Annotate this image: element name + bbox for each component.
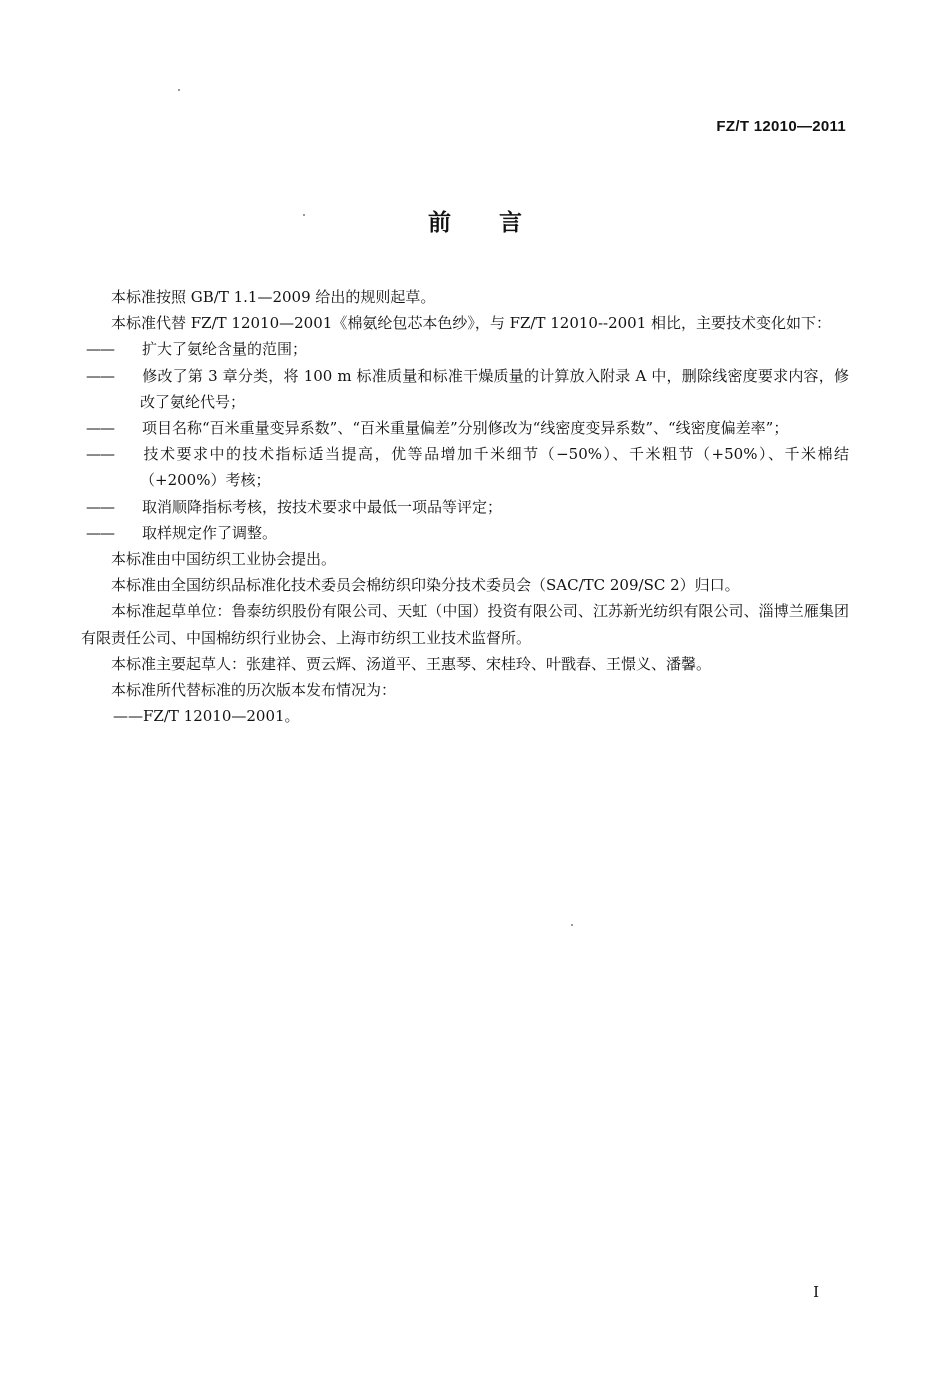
list-item — [81, 363, 849, 415]
history-item — [81, 703, 849, 729]
paragraph-history-intro: 本标准所代替标准的历次版本发布情况为： — [111, 681, 397, 700]
list-item — [81, 441, 849, 493]
list-item-text: 扩大了氨纶含量的范围； — [142, 340, 308, 359]
list-item-text: 技术要求中的技术指标适当提高，优等品增加千米细节（−50%）、千米粗节（+50%）、千米棉结（+200%）考核； — [140, 445, 849, 490]
paragraph-replacement: 本标准代替 FZ/T 12010—2001《棉氨纶包芯本色纱》，与 FZ/T 12010--2001 相比，主要技术变化如下： — [111, 314, 832, 333]
paragraph-drafting-rule: 本标准按照 GB/T 1.1—2009 给出的规则起草。 — [111, 288, 436, 306]
page-title: 前言 — [428, 210, 570, 236]
list-item-text: 修改了第 3 章分类，将 100 m 标准质量和标准干燥质量的计算放入附录 A 中，删除线密度要求内容，修改了氨纶代号； — [140, 366, 849, 411]
dash-mark: —— — [86, 497, 114, 516]
dash-mark: —— — [86, 523, 114, 542]
document-body — [81, 284, 849, 729]
dash-mark: —— — [86, 419, 114, 438]
list-item — [81, 494, 849, 520]
dash-mark: —— — [86, 340, 114, 359]
paragraph-committee: 本标准由全国纺织品标准化技术委员会棉纺织印染分技术委员会（SAC/TC 209/SC 2）归口。 — [111, 576, 740, 595]
paragraph-drafters: 本标准主要起草人：张建祥、贾云辉、汤道平、王惠琴、宋桂玲、叶戬春、王憬义、潘馨。 — [111, 654, 712, 673]
dash-mark: —— — [113, 707, 143, 726]
paragraph-proposer: 本标准由中国纺织工业协会提出。 — [111, 550, 337, 569]
list-item-text: 取样规定作了调整。 — [142, 523, 278, 542]
list-item — [81, 520, 849, 546]
scan-speck — [571, 924, 573, 926]
paragraph-drafting-units: 本标准起草单位：鲁泰纺织股份有限公司、天虹（中国）投资有限公司、江苏新光纺织有限公司、淄博兰雁集团有限责任公司、中国棉纺织行业协会、上海市纺织工业技术监督所。 — [81, 602, 849, 647]
list-item-text: 项目名称“百米重量变异系数”、“百米重量偏差”分别修改为“线密度变异系数”、“线密度偏差率”； — [142, 419, 789, 438]
list-item — [81, 336, 849, 362]
list-item-text: 取消顺降指标考核，按技术要求中最低一项品等评定； — [142, 497, 503, 516]
standard-code: FZ/T 12010—2011 — [716, 118, 846, 135]
page-number: I — [813, 1283, 819, 1301]
dash-mark: —— — [86, 366, 114, 385]
scan-speck — [178, 89, 180, 91]
history-item-text: FZ/T 12010—2001。 — [143, 707, 300, 726]
list-item — [81, 415, 849, 441]
dash-mark: —— — [86, 445, 114, 464]
